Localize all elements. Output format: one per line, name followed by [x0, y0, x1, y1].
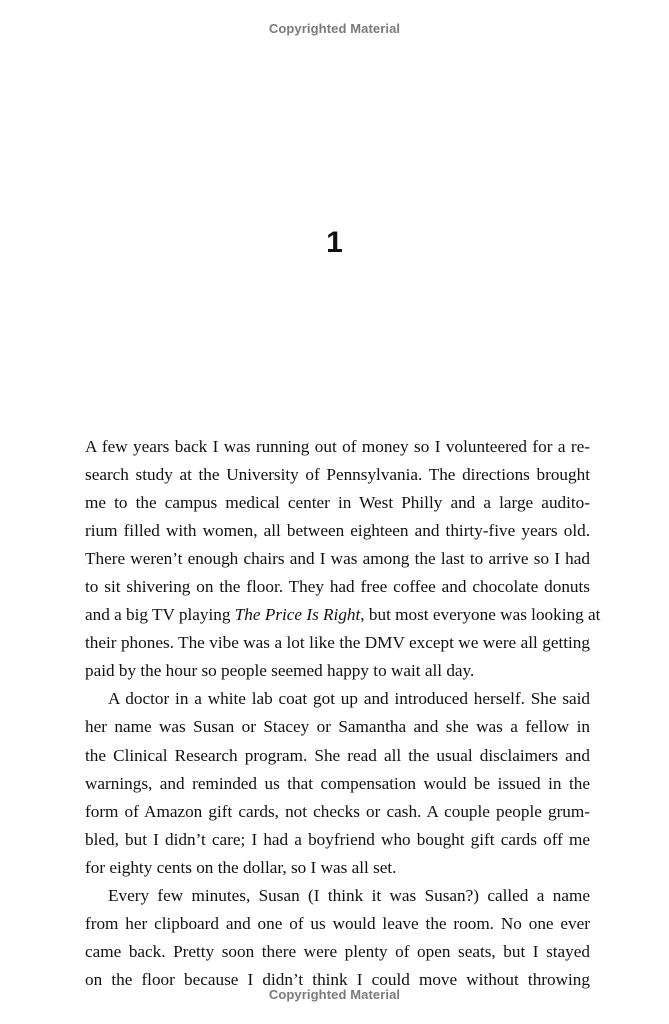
- italic-title: The Price Is Right: [234, 605, 361, 625]
- paragraph-3: [85, 882, 590, 994]
- text-line: paid by the hour so people seemed happy to wait all day.: [85, 661, 475, 681]
- text-line: There weren’t enough chairs and I was among the last to arrive so I had: [85, 549, 590, 569]
- text-segment: and a big TV playing: [85, 605, 235, 625]
- paragraph-1: [85, 433, 601, 685]
- text-line: rium filled with women, all between eighteen and thirty-five years old.: [85, 521, 590, 541]
- text-line: to sit shivering on the floor. They had free coffee and chocolate donuts: [85, 577, 590, 597]
- text-line: for eighty cents on the dollar, so I was all set.: [85, 857, 397, 877]
- text-line: bled, but I didn’t care; I had a boyfriend who bought gift cards off me: [85, 829, 590, 849]
- text-segment: , but most everyone was looking at: [360, 605, 601, 625]
- text-line: A doctor in a white lab coat got up and introduced herself. She said: [108, 689, 590, 709]
- paragraph-2: [85, 685, 590, 881]
- text-line: on the floor because I didn’t think I could move without throwing: [85, 969, 590, 989]
- text-line: A few years back I was running out of money so I volunteered for a re-: [85, 437, 590, 456]
- text-line: came back. Pretty soon there were plenty of open seats, but I stayed: [85, 941, 590, 961]
- text-line: [85, 601, 601, 629]
- body-text: [85, 433, 601, 994]
- text-line: Every few minutes, Susan (I think it was Susan?) called a name: [108, 885, 590, 905]
- text-line: search study at the University of Pennsylvania. The directions brought: [85, 465, 590, 485]
- text-line: their phones. The vibe was a lot like the DMV except we were all getting: [85, 633, 590, 653]
- copyright-watermark-top: Copyrighted Material: [268, 21, 401, 36]
- text-line: me to the campus medical center in West Philly and a large audito-: [85, 493, 590, 513]
- copyright-watermark-bottom: Copyrighted Material: [268, 987, 401, 1002]
- text-line: warnings, and reminded us that compensation would be issued in the: [85, 773, 590, 793]
- chapter-number: 1: [326, 226, 343, 259]
- text-line: the Clinical Research program. She read all the usual disclaimers and: [85, 745, 590, 765]
- text-line: from her clipboard and one of us would leave the room. No one ever: [85, 913, 590, 933]
- text-line: form of Amazon gift cards, not checks or cash. A couple people grum-: [85, 801, 590, 821]
- text-line: her name was Susan or Stacey or Samantha and she was a fellow in: [85, 717, 590, 737]
